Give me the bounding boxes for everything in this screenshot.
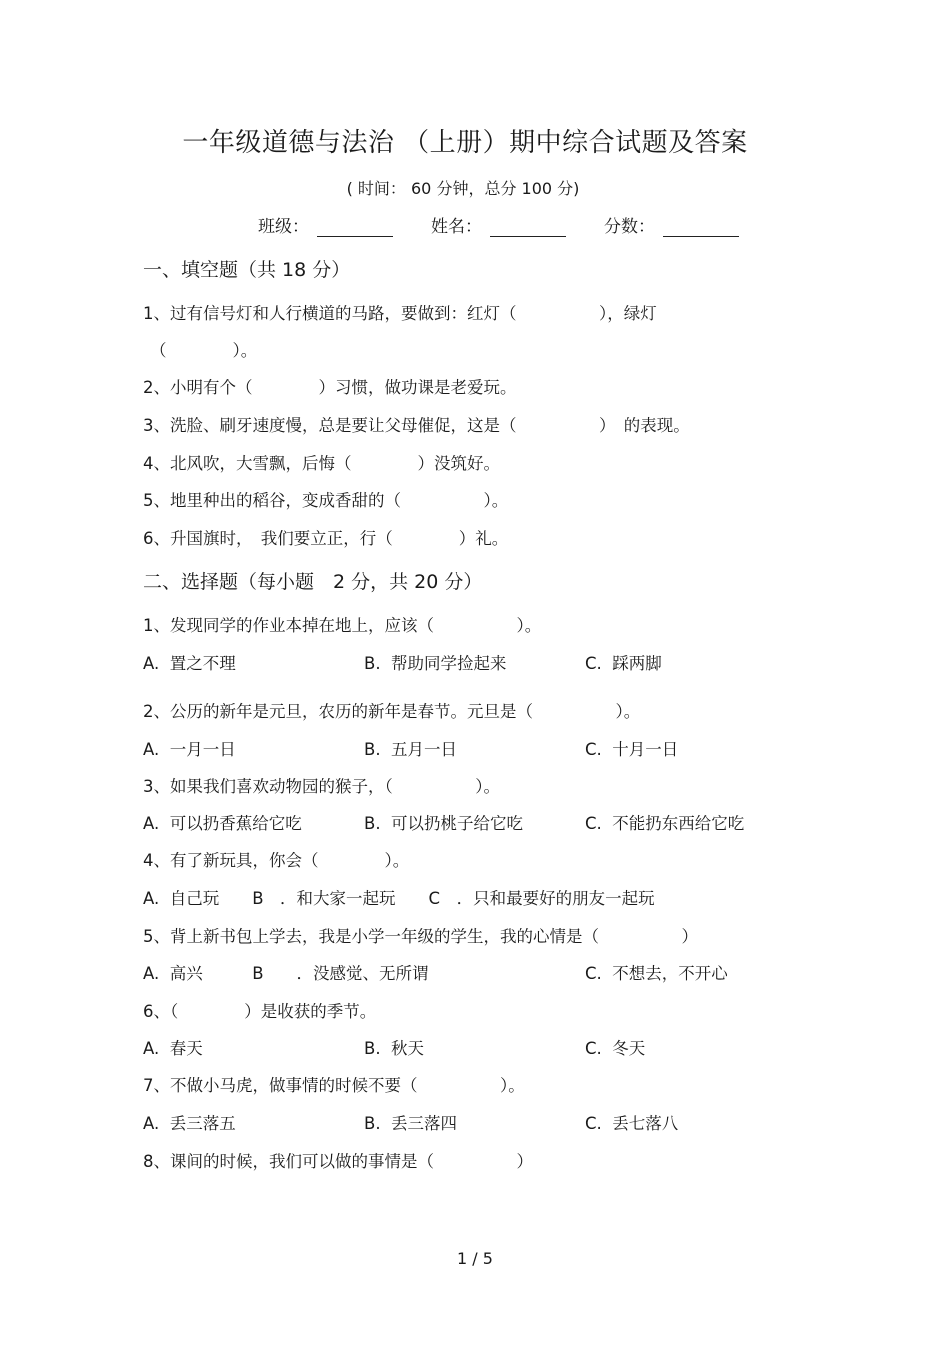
page-title: 一年级道德与法治 （上册）期中综合试题及答案 bbox=[182, 128, 748, 158]
options-row: A. 自己玩 B ．和大家一起玩 C ．只和最要好的朋友一起玩 bbox=[143, 889, 655, 908]
section-fill-blank-heading: 一、填空题（共 18 分） bbox=[143, 259, 351, 281]
page-number: 1 / 5 bbox=[457, 1249, 493, 1268]
option-c: C. 踩两脚 bbox=[585, 654, 662, 673]
option-a: A. 春天 bbox=[143, 1039, 203, 1058]
choice-question: 2、公历的新年是元旦，农历的新年是春节。元旦是（ ）。 bbox=[143, 702, 641, 721]
fill-question: 5、地里种出的稻谷，变成香甜的（ ）。 bbox=[143, 491, 509, 510]
choice-question: 1、发现同学的作业本掉在地上，应该（ ）。 bbox=[143, 616, 542, 635]
name-field bbox=[431, 212, 566, 237]
fill-question: 2、小明有个（ ）习惯，做功课是老爱玩。 bbox=[143, 378, 517, 397]
option-c: C. 十月一日 bbox=[585, 740, 679, 759]
choice-question: 5、背上新书包上学去，我是小学一年级的学生，我的心情是（ ） bbox=[143, 927, 698, 946]
exam-time-score: ( 时间： 60 分钟，总分 100 分) bbox=[346, 179, 580, 198]
options-ab: A. 高兴 B ．没感觉、无所谓 bbox=[143, 964, 429, 983]
option-b: B. 丢三落四 bbox=[364, 1114, 458, 1133]
option-a: A. 置之不理 bbox=[143, 654, 236, 673]
option-a: A. 丢三落五 bbox=[143, 1114, 236, 1133]
option-c: C. 不能扔东西给它吃 bbox=[585, 814, 745, 833]
score-blank bbox=[663, 218, 739, 237]
option-a: A. 可以扔香蕉给它吃 bbox=[143, 814, 302, 833]
fill-question: 6、升国旗时， 我们要立正，行（ ）礼。 bbox=[143, 529, 509, 548]
option-b: B. 秋天 bbox=[364, 1039, 425, 1058]
name-label: 姓名： bbox=[431, 217, 482, 237]
option-b: B. 帮助同学捡起来 bbox=[364, 654, 507, 673]
choice-question: 6、（ ）是收获的季节。 bbox=[143, 1002, 377, 1021]
option-c: C. 冬天 bbox=[585, 1039, 646, 1058]
choice-question: 7、不做小马虎，做事情的时候不要（ ）。 bbox=[143, 1076, 525, 1095]
score-label: 分数： bbox=[604, 217, 655, 237]
name-blank bbox=[490, 218, 566, 237]
fill-question-continued: （ ）。 bbox=[150, 341, 258, 360]
fill-question: 1、过有信号灯和人行横道的马路，要做到：红灯（ ），绿灯 bbox=[143, 304, 657, 323]
option-b: B. 可以扔桃子给它吃 bbox=[364, 814, 524, 833]
class-blank bbox=[317, 218, 393, 237]
class-field bbox=[258, 212, 393, 237]
option-c: C. 丢七落八 bbox=[585, 1114, 679, 1133]
option-a: A. 一月一日 bbox=[143, 740, 236, 759]
fill-question: 3、洗脸、刷牙速度慢，总是要让父母催促，这是（ ） 的表现。 bbox=[143, 416, 690, 435]
class-label: 班级： bbox=[258, 217, 309, 237]
option-b: B. 五月一日 bbox=[364, 740, 458, 759]
choice-question: 4、有了新玩具，你会（ ）。 bbox=[143, 851, 410, 870]
fill-question: 4、北风吹，大雪飘，后悔（ ）没筑好。 bbox=[143, 454, 500, 473]
section-choice-heading: 二、选择题（每小题 2 分，共 20 分） bbox=[143, 571, 483, 593]
choice-question: 8、课间的时候，我们可以做的事情是（ ） bbox=[143, 1152, 533, 1171]
option-c: C. 不想去，不开心 bbox=[585, 964, 728, 983]
choice-question: 3、如果我们喜欢动物园的猴子，（ ）。 bbox=[143, 777, 500, 796]
score-field bbox=[604, 212, 739, 237]
